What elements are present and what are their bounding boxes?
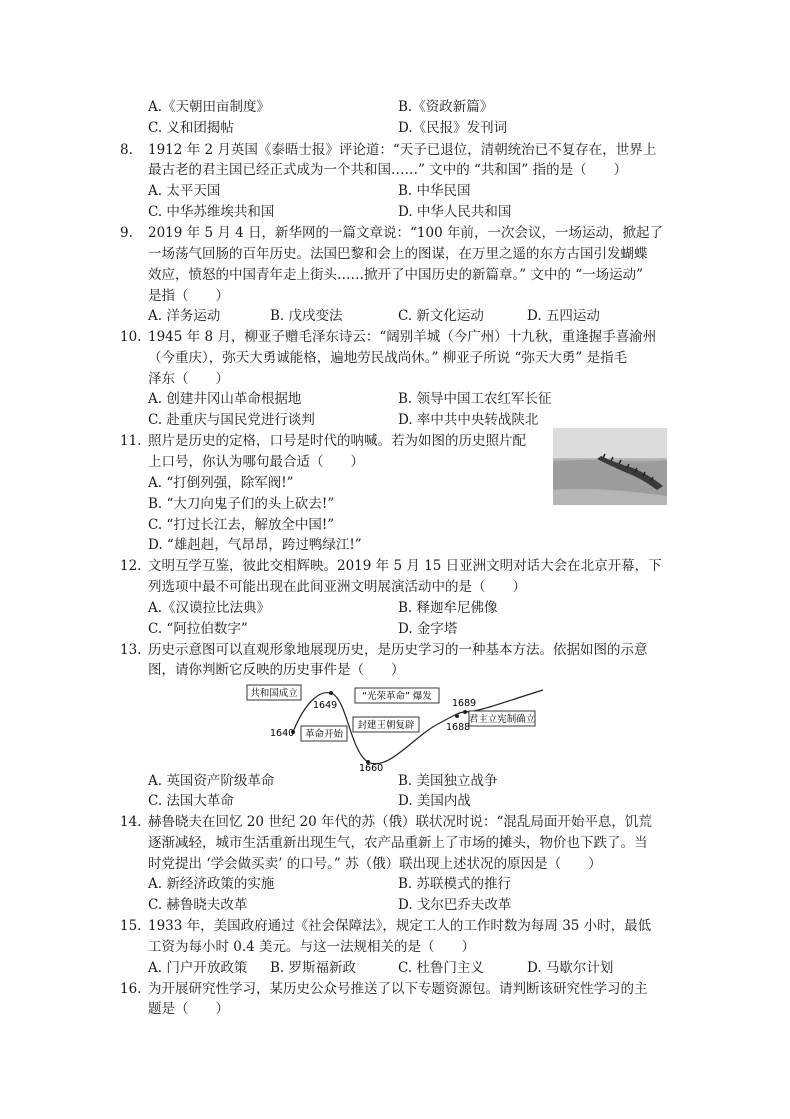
q15-option-a: A. 门户开放政策 xyxy=(148,960,248,976)
q14-stem-line: 时党提出 ‘学会做买卖’ 的口号。” 苏（俄）联出现上述状况的原因是（ ） xyxy=(148,856,602,872)
q16-stem-line: 为开展研究性学习，某历史公众号推送了以下专题资源包。请判断该研究性学习的主 xyxy=(148,981,648,997)
q15-option-d: D. 马歇尔计划 xyxy=(527,960,614,976)
q8-stem-line: 1912 年 2 月英国《泰晤士报》评论道：“天子已退位，清朝统治已不复存在，世界上 xyxy=(148,142,657,158)
q14-stem-line: 逐渐减轻，城市生活重新出现生气，农产品重新上了市场的摊头，物价也下跌了。当 xyxy=(148,835,648,851)
q9-stem-line: 是指（ ） xyxy=(148,288,229,304)
q9-option-c: C. 新文化运动 xyxy=(398,308,484,324)
point-1649 xyxy=(329,691,333,695)
q11-stem-line: 上口号，你认为哪句最合适（ ） xyxy=(148,454,364,470)
year-1689: 1689 xyxy=(452,698,477,709)
q14-option-b: B. 苏联模式的推行 xyxy=(398,876,512,892)
historical-photo xyxy=(553,428,667,505)
q12-option-c: C. “阿拉伯数字” xyxy=(148,621,248,637)
q15-option-b: B. 罗斯福新政 xyxy=(270,960,357,976)
q8-stem-line: 最古老的君主国已经正式成为一个共和国……” 文中的 “共和国” 指的是（ ） xyxy=(148,162,628,178)
q9-option-d: D. 五四运动 xyxy=(527,308,600,324)
q15-number: 15. xyxy=(120,918,142,934)
q9-option-a: A. 洋务运动 xyxy=(148,308,221,324)
year-1688: 1688 xyxy=(446,722,471,733)
q11-option-c: C. “打过长江去，解放全中国!” xyxy=(148,517,335,533)
q13-option-b: B. 美国独立战争 xyxy=(398,773,498,789)
q14-option-d: D. 戈尔巴乔夫改革 xyxy=(398,897,512,913)
box-constitutional-monarchy-label: 君主立宪制确立 xyxy=(468,714,536,725)
q14-stem-line: 赫鲁晓夫在回忆 20 世纪 20 年代的苏（俄）联状况时说：“混乱局面开始平息，饥荒 xyxy=(148,814,652,830)
q7-option-b: B.《资政新篇》 xyxy=(398,99,494,115)
q9-stem-line: 一场荡气回肠的百年历史。法国巴黎和会上的图谋，在万里之遥的东方古国引发蝴蝶 xyxy=(148,246,648,262)
q14-number: 14. xyxy=(120,814,142,830)
history-schematic-diagram xyxy=(243,682,551,772)
q10-number: 10. xyxy=(120,329,142,345)
q8-option-d: D. 中华人民共和国 xyxy=(398,204,512,220)
box-republic-label: 共和国成立 xyxy=(250,688,298,699)
box-glorious-revolution-label: “光荣革命” 爆发 xyxy=(362,691,432,702)
q10-option-a: A. 创建井冈山革命根据地 xyxy=(148,391,302,407)
q12-stem-line: 文明互学互鉴，彼此交相辉映。2019 年 5 月 15 日亚洲文明对话大会在北京开幕，下 xyxy=(148,558,662,574)
box-glorious-revolution xyxy=(355,688,439,703)
q10-stem-line: 泽东（ ） xyxy=(148,371,229,387)
q7-option-d: D.《民报》发刊词 xyxy=(398,120,508,136)
q11-option-b: B. “大刀向鬼子们的头上砍去!” xyxy=(148,496,335,512)
q12-option-b: B. 释迦牟尼佛像 xyxy=(398,600,498,616)
q12-number: 12. xyxy=(120,558,142,574)
box-republic xyxy=(247,685,301,700)
q11-option-a: A. “打倒列强，除军阀!” xyxy=(148,475,294,491)
q13-number: 13. xyxy=(120,642,142,658)
q13-option-d: D. 美国内战 xyxy=(398,793,471,809)
q10-stem-line: （今重庆），弥天大勇诚能格，遍地劳民战尚休。” 柳亚子所说 “弥天大勇” 是指毛 xyxy=(148,350,628,366)
q8-option-a: A. 太平天国 xyxy=(148,183,221,199)
q8-option-b: B. 中华民国 xyxy=(398,183,471,199)
q13-stem-line: 历史示意图可以直观形象地展现历史，是历史学习的一种基本方法。依据如图的示意 xyxy=(148,642,648,658)
q12-option-a: A.《汉谟拉比法典》 xyxy=(148,600,271,616)
year-1660: 1660 xyxy=(359,763,384,772)
year-1640: 1640 xyxy=(270,728,295,739)
q15-stem-line: 工资为每小时 0.4 美元。与这一法规相关的是（ ） xyxy=(148,939,476,955)
q9-option-b: B. 戊戌变法 xyxy=(270,308,343,324)
photo-troops-crossing xyxy=(553,428,667,505)
q11-stem-line: 照片是历史的定格，口号是时代的呐喊。若为如图的历史照片配 xyxy=(148,433,526,449)
year-1649: 1649 xyxy=(313,700,338,711)
q13-option-c: C. 法国大革命 xyxy=(148,793,234,809)
box-revolution-start-label: 革命开始 xyxy=(304,729,344,740)
box-revolution-start xyxy=(301,726,347,741)
q16-number: 16. xyxy=(120,981,142,997)
box-constitutional-monarchy xyxy=(469,711,536,726)
point-1689 xyxy=(463,710,467,714)
box-restoration-label: 封建王朝复辟 xyxy=(357,720,415,731)
q7-option-a: A.《天朝田亩制度》 xyxy=(148,99,271,115)
q9-stem-line: 效应，愤怒的中国青年走上街头……掀开了中国历史的新篇章。” 文中的 “一场运动” xyxy=(148,267,644,283)
q8-number: 8. xyxy=(120,142,133,158)
q9-number: 9. xyxy=(120,225,133,241)
point-1688 xyxy=(455,714,459,718)
q14-option-a: A. 新经济政策的实施 xyxy=(148,876,275,892)
q9-stem-line: 2019 年 5 月 4 日，新华网的一篇文章说：“100 年前，一次会议，一场运动，掀起了 xyxy=(148,225,663,241)
q12-stem-line: 列选项中最不可能出现在此间亚洲文明展演活动中的是（ ） xyxy=(148,579,526,595)
q15-option-c: C. 杜鲁门主义 xyxy=(398,960,484,976)
q11-number: 11. xyxy=(120,433,142,449)
q10-option-d: D. 率中共中央转战陕北 xyxy=(398,412,539,428)
q15-stem-line: 1933 年，美国政府通过《社会保障法》，规定工人的工作时数为每周 35 小时，最低 xyxy=(148,918,652,934)
q11-option-d: D. “雄赳赳，气昂昂，跨过鸭绿江!” xyxy=(148,537,362,553)
q10-option-c: C. 赴重庆与国民党进行谈判 xyxy=(148,412,315,428)
box-restoration xyxy=(353,717,419,732)
q10-stem-line: 1945 年 8 月，柳亚子赠毛泽东诗云：“阔别羊城（今广州）十九秋，重逢握手喜渝州 xyxy=(148,329,657,345)
q16-stem-line: 题是（ ） xyxy=(148,1001,229,1017)
q8-option-c: C. 中华苏维埃共和国 xyxy=(148,204,275,220)
q7-option-c: C. 义和团揭帖 xyxy=(148,120,234,136)
q13-stem-line: 图，请你判断它反映的历史事件是（ ） xyxy=(148,662,405,678)
q13-option-a: A. 英国资产阶级革命 xyxy=(148,773,275,789)
q14-option-c: C. 赫鲁晓夫改革 xyxy=(148,897,248,913)
q10-option-b: B. 领导中国工农红军长征 xyxy=(398,391,552,407)
q12-option-d: D. 金字塔 xyxy=(398,621,458,637)
